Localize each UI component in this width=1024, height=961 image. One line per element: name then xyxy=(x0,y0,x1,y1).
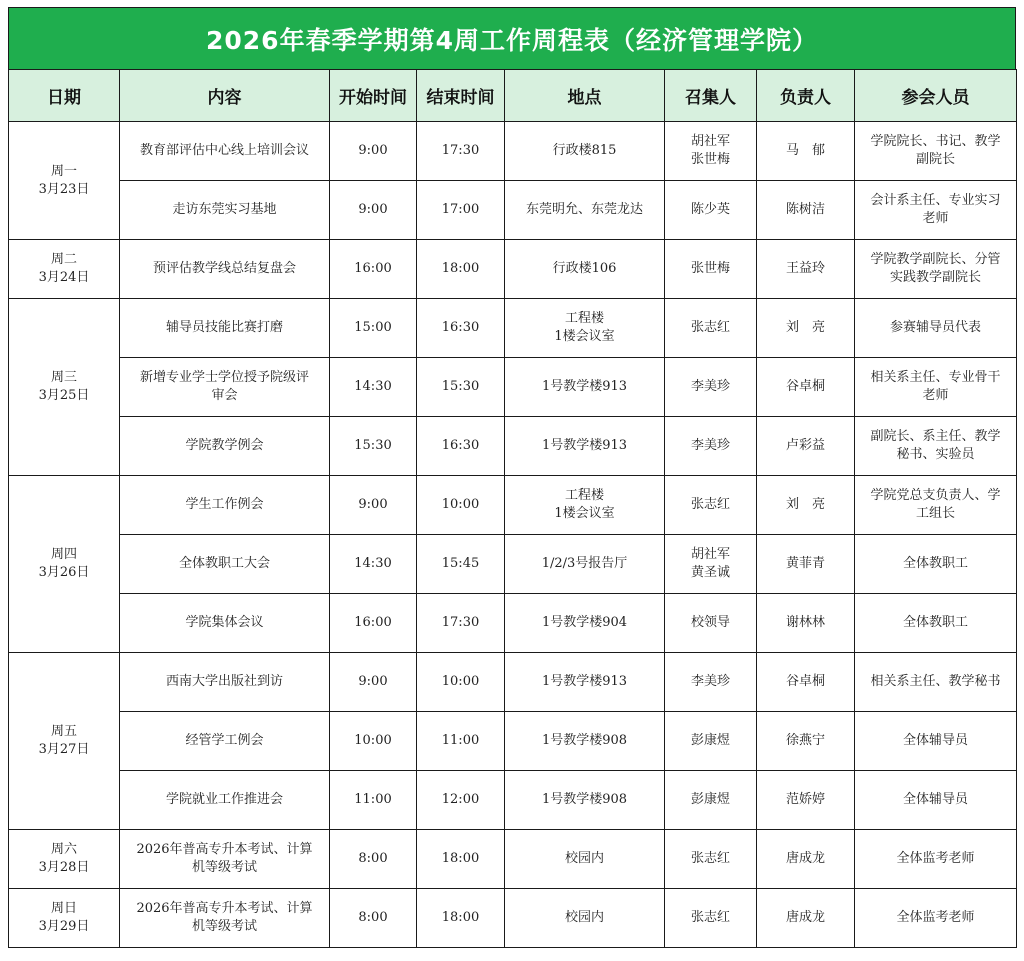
cell-convener: 陈少英 xyxy=(665,181,757,240)
cell-content: 新增专业学士学位授予院级评 审会 xyxy=(120,358,330,417)
cell-content: 学院教学例会 xyxy=(120,417,330,476)
cell-attendees: 全体教职工 xyxy=(855,535,1017,594)
cell-start-time: 11:00 xyxy=(330,771,417,830)
cell-owner: 唐成龙 xyxy=(757,889,855,948)
cell-end-time: 10:00 xyxy=(417,653,505,712)
table-row xyxy=(9,594,1017,653)
table-row xyxy=(9,712,1017,771)
cell-owner: 陈树洁 xyxy=(757,181,855,240)
col-header-date: 日期 xyxy=(9,70,120,122)
cell-place: 校园内 xyxy=(505,830,665,889)
cell-owner: 唐成龙 xyxy=(757,830,855,889)
table-row xyxy=(9,417,1017,476)
col-header-attendees: 参会人员 xyxy=(855,70,1017,122)
cell-start-time: 8:00 xyxy=(330,830,417,889)
schedule-body xyxy=(9,122,1017,948)
schedule-table xyxy=(8,69,1017,948)
cell-owner: 马 郁 xyxy=(757,122,855,181)
cell-end-time: 18:00 xyxy=(417,889,505,948)
cell-convener: 张志红 xyxy=(665,299,757,358)
header-row xyxy=(9,70,1017,122)
cell-attendees: 相关系主任、教学秘书 xyxy=(855,653,1017,712)
table-row xyxy=(9,240,1017,299)
cell-place: 东莞明允、东莞龙达 xyxy=(505,181,665,240)
table-row xyxy=(9,476,1017,535)
cell-start-time: 16:00 xyxy=(330,594,417,653)
cell-content: 2026年普高专升本考试、计算 机等级考试 xyxy=(120,830,330,889)
col-header-start: 开始时间 xyxy=(330,70,417,122)
schedule-sheet xyxy=(8,7,1016,948)
table-row xyxy=(9,653,1017,712)
cell-start-time: 9:00 xyxy=(330,476,417,535)
cell-attendees: 会计系主任、专业实习 老师 xyxy=(855,181,1017,240)
cell-place: 1号教学楼908 xyxy=(505,712,665,771)
cell-convener: 彭康煜 xyxy=(665,712,757,771)
cell-convener: 张志红 xyxy=(665,889,757,948)
cell-attendees: 学院教学副院长、分管 实践教学副院长 xyxy=(855,240,1017,299)
page-title: 2026年春季学期第4周工作周程表（经济管理学院） xyxy=(8,7,1016,69)
cell-owner: 黄菲青 xyxy=(757,535,855,594)
cell-content: 经管学工例会 xyxy=(120,712,330,771)
cell-attendees: 学院院长、书记、教学 副院长 xyxy=(855,122,1017,181)
cell-attendees: 全体教职工 xyxy=(855,594,1017,653)
table-row xyxy=(9,535,1017,594)
cell-attendees: 全体辅导员 xyxy=(855,712,1017,771)
table-row xyxy=(9,122,1017,181)
cell-convener: 李美珍 xyxy=(665,653,757,712)
cell-end-time: 17:30 xyxy=(417,122,505,181)
cell-convener: 张志红 xyxy=(665,830,757,889)
cell-place: 1号教学楼913 xyxy=(505,417,665,476)
cell-convener: 李美珍 xyxy=(665,417,757,476)
cell-convener: 彭康煜 xyxy=(665,771,757,830)
cell-content: 全体教职工大会 xyxy=(120,535,330,594)
table-row xyxy=(9,358,1017,417)
col-header-owner: 负责人 xyxy=(757,70,855,122)
cell-attendees: 相关系主任、专业骨干 老师 xyxy=(855,358,1017,417)
cell-date: 周日 3月29日 xyxy=(9,889,120,948)
cell-attendees: 参赛辅导员代表 xyxy=(855,299,1017,358)
cell-end-time: 17:00 xyxy=(417,181,505,240)
cell-start-time: 14:30 xyxy=(330,358,417,417)
col-header-place: 地点 xyxy=(505,70,665,122)
cell-content: 学院就业工作推进会 xyxy=(120,771,330,830)
cell-attendees: 学院党总支负责人、学 工组长 xyxy=(855,476,1017,535)
cell-start-time: 9:00 xyxy=(330,181,417,240)
cell-owner: 谷卓桐 xyxy=(757,358,855,417)
cell-date: 周二 3月24日 xyxy=(9,240,120,299)
cell-place: 工程楼 1楼会议室 xyxy=(505,299,665,358)
cell-date: 周四 3月26日 xyxy=(9,476,120,653)
cell-date: 周一 3月23日 xyxy=(9,122,120,240)
cell-owner: 王益玲 xyxy=(757,240,855,299)
cell-content: 辅导员技能比赛打磨 xyxy=(120,299,330,358)
cell-start-time: 15:00 xyxy=(330,299,417,358)
cell-end-time: 12:00 xyxy=(417,771,505,830)
cell-end-time: 15:30 xyxy=(417,358,505,417)
cell-start-time: 15:30 xyxy=(330,417,417,476)
cell-content: 学生工作例会 xyxy=(120,476,330,535)
cell-content: 教育部评估中心线上培训会议 xyxy=(120,122,330,181)
cell-convener: 校领导 xyxy=(665,594,757,653)
cell-content: 学院集体会议 xyxy=(120,594,330,653)
cell-place: 1号教学楼904 xyxy=(505,594,665,653)
cell-owner: 刘 亮 xyxy=(757,476,855,535)
cell-place: 校园内 xyxy=(505,889,665,948)
cell-place: 1号教学楼913 xyxy=(505,653,665,712)
cell-content: 2026年普高专升本考试、计算 机等级考试 xyxy=(120,889,330,948)
cell-owner: 卢彩益 xyxy=(757,417,855,476)
cell-end-time: 16:30 xyxy=(417,299,505,358)
cell-content: 西南大学出版社到访 xyxy=(120,653,330,712)
cell-owner: 谢林林 xyxy=(757,594,855,653)
cell-convener: 张志红 xyxy=(665,476,757,535)
cell-content: 预评估教学线总结复盘会 xyxy=(120,240,330,299)
col-header-content: 内容 xyxy=(120,70,330,122)
cell-start-time: 8:00 xyxy=(330,889,417,948)
cell-start-time: 9:00 xyxy=(330,122,417,181)
cell-start-time: 9:00 xyxy=(330,653,417,712)
cell-content: 走访东莞实习基地 xyxy=(120,181,330,240)
cell-owner: 范娇婷 xyxy=(757,771,855,830)
cell-start-time: 14:30 xyxy=(330,535,417,594)
cell-owner: 徐燕宁 xyxy=(757,712,855,771)
cell-place: 1号教学楼908 xyxy=(505,771,665,830)
cell-date: 周六 3月28日 xyxy=(9,830,120,889)
cell-convener: 李美珍 xyxy=(665,358,757,417)
cell-owner: 谷卓桐 xyxy=(757,653,855,712)
cell-place: 行政楼106 xyxy=(505,240,665,299)
cell-place: 1号教学楼913 xyxy=(505,358,665,417)
col-header-end: 结束时间 xyxy=(417,70,505,122)
cell-attendees: 全体辅导员 xyxy=(855,771,1017,830)
cell-date: 周三 3月25日 xyxy=(9,299,120,476)
cell-start-time: 10:00 xyxy=(330,712,417,771)
table-row xyxy=(9,771,1017,830)
cell-end-time: 11:00 xyxy=(417,712,505,771)
cell-attendees: 全体监考老师 xyxy=(855,830,1017,889)
cell-convener: 胡社军 张世梅 xyxy=(665,122,757,181)
cell-owner: 刘 亮 xyxy=(757,299,855,358)
table-row xyxy=(9,830,1017,889)
cell-start-time: 16:00 xyxy=(330,240,417,299)
cell-convener: 胡社军 黄圣诚 xyxy=(665,535,757,594)
cell-convener: 张世梅 xyxy=(665,240,757,299)
cell-place: 1/2/3号报告厅 xyxy=(505,535,665,594)
cell-place: 工程楼 1楼会议室 xyxy=(505,476,665,535)
col-header-convener: 召集人 xyxy=(665,70,757,122)
cell-end-time: 10:00 xyxy=(417,476,505,535)
cell-date: 周五 3月27日 xyxy=(9,653,120,830)
table-row xyxy=(9,299,1017,358)
cell-end-time: 17:30 xyxy=(417,594,505,653)
table-row xyxy=(9,889,1017,948)
cell-place: 行政楼815 xyxy=(505,122,665,181)
cell-end-time: 18:00 xyxy=(417,240,505,299)
table-row xyxy=(9,181,1017,240)
cell-end-time: 16:30 xyxy=(417,417,505,476)
cell-end-time: 18:00 xyxy=(417,830,505,889)
cell-attendees: 副院长、系主任、教学 秘书、实验员 xyxy=(855,417,1017,476)
cell-end-time: 15:45 xyxy=(417,535,505,594)
cell-attendees: 全体监考老师 xyxy=(855,889,1017,948)
